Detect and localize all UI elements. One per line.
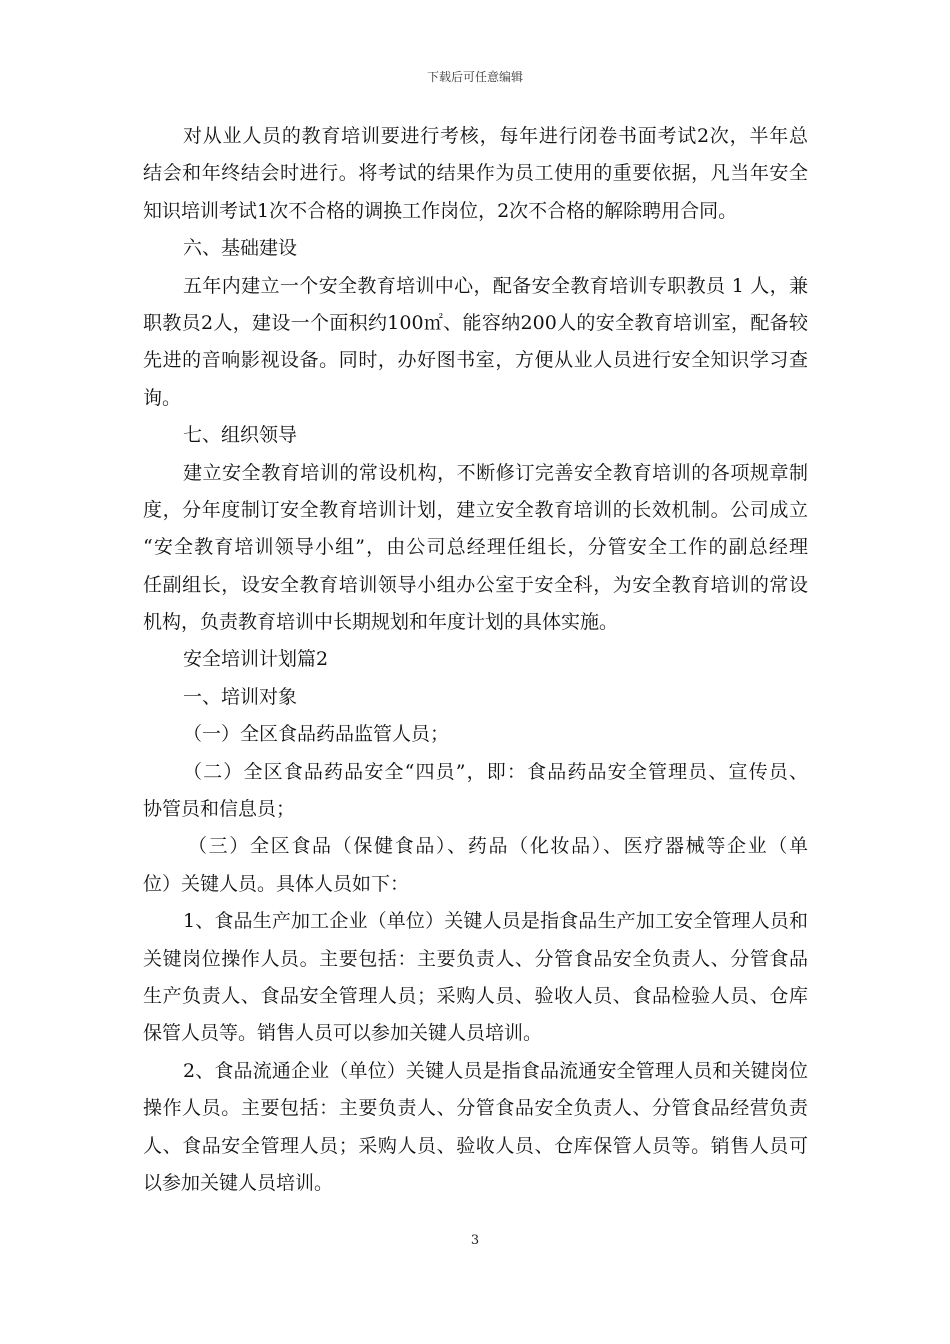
paragraph-line: 询。	[143, 386, 182, 409]
paragraph-line: 2、食品流通企业（单位）关键人员是指食品流通安全管理人员和关键岗位	[183, 1059, 808, 1082]
paragraph-line: 1、食品生产加工企业（单位）关键人员是指食品生产加工安全管理人员和	[183, 910, 808, 933]
paragraph-line: 知识培训考试1次不合格的调换工作岗位，2次不合格的解除聘用合同。	[143, 199, 738, 222]
list-item: （三）全区食品（保健食品）、药品（化妆品）、医疗器械等企业（单	[188, 835, 808, 858]
paragraph-line: 关键岗位操作人员。主要包括：主要负责人、分管食品安全负责人、分管食品	[143, 947, 808, 970]
header-note: 下载后可任意编辑	[426, 70, 523, 84]
paragraph-line: 先进的音响影视设备。同时，办好图书室，方便从业人员进行安全知识学习查	[143, 349, 808, 372]
section-heading: 一、培训对象	[183, 685, 298, 708]
list-item: （二）全区食品药品安全“四员”，即：食品药品安全管理员、宣传员、	[183, 760, 808, 783]
paragraph-line: 五年内建立一个安全教育培训中心，配备安全教育培训专职教员 1 人，兼	[183, 274, 808, 297]
list-item: 位）关键人员。具体人员如下：	[143, 872, 410, 895]
paragraph-line: “安全教育培训领导小组”，由公司总经理任组长，分管安全工作的副总经理	[143, 536, 808, 559]
list-item: 协管员和信息员；	[143, 798, 296, 821]
paragraph-line: 保管人员等。销售人员可以参加关键人员培训。	[143, 1022, 543, 1045]
document-body	[143, 118, 808, 1202]
paragraph-line: 任副组长，设安全教育培训领导小组办公室于安全科，为安全教育培训的常设	[143, 573, 808, 596]
list-item: （一）全区食品药品监管人员；	[183, 723, 450, 746]
paragraph-line: 机构，负责教育培训中长期规划和年度计划的具体实施。	[143, 611, 619, 634]
paragraph-line: 操作人员。主要包括：主要负责人、分管食品安全负责人、分管食品经营负责	[143, 1097, 808, 1120]
paragraph-line: 以参加关键人员培训。	[143, 1171, 334, 1194]
paragraph-line: 度，分年度制订安全教育培训计划，建立安全教育培训的长效机制。公司成立	[143, 498, 808, 521]
paragraph-line: 人、食品安全管理人员；采购人员、验收人员、仓库保管人员等。销售人员可	[143, 1134, 808, 1157]
page-number: 3	[470, 1233, 480, 1248]
paragraph-line: 结会和年终结会时进行。将考试的结果作为员工使用的重要依据，凡当年安全	[143, 162, 808, 185]
paragraph-line: 对从业人员的教育培训要进行考核，每年进行闭卷书面考试2次，半年总	[183, 125, 808, 147]
paragraph-line: 生产负责人、食品安全管理人员；采购人员、验收人员、食品检验人员、仓库	[143, 984, 808, 1007]
paragraph-line: 职教员2人，建设一个面积约100㎡、能容纳200人的安全教育培训室，配备较	[143, 311, 808, 334]
section-title: 安全培训计划篇2	[183, 648, 329, 671]
paragraph-line: 建立安全教育培训的常设机构，不断修订完善安全教育培训的各项规章制	[183, 461, 808, 484]
section-heading: 六、基础建设	[183, 237, 298, 260]
section-heading: 七、组织领导	[183, 424, 298, 447]
